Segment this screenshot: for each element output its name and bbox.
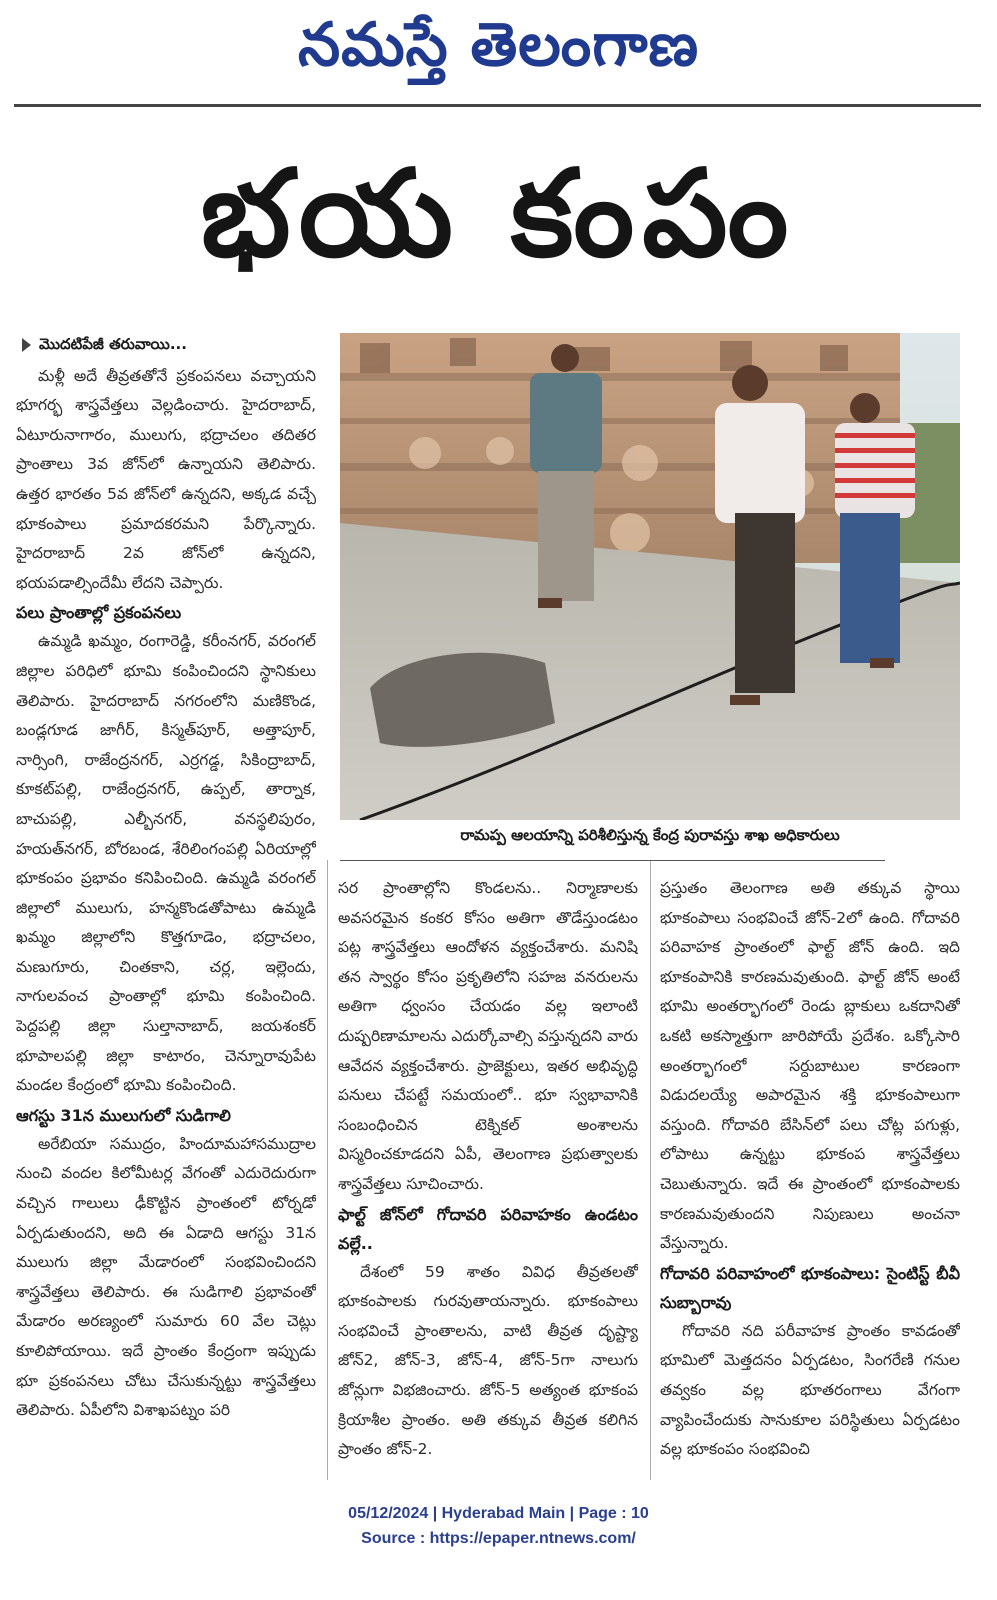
paragraph: ఉమ్మడి ఖమ్మం, రంగారెడ్డి, కరీంనగర్, వరంగల్ జిల్లాల పరిధిలో భూమి కంపించిందని స్థానికులు తెలిపారు. హైదరాబాద్ నగరంలోని మణికొండ, బండ్లగూడ జాగీర్, కిస్మత్‌పూర్, అత్తాపూర్, నార్సింగి, రాజేంద్రనగర్, ఎర్రగడ్డ, సికింద్రాబాద్, కూకట్‌పల్లి, రాజేంద్రనగర్, ఉప్పల్, తార్నాక, బాచుపల్లి, ఎల్బీనగర్, వనస్థలిపురం, హయత్‌నగర్, బోరబండ, శేరిలింగంపల్లి ఏరియాల్లో భూకంపం ప్రభావం కనిపించింది. ఉమ్మడి వరంగల్ జిల్లాలో ములుగు, హన్మకొండతోపాటు ఉమ్మడి ఖమ్మం జిల్లాలోని కొత్తగూడెం, భద్రాచలం, మణుగూరు, చింతకాని, చర్ల, ఇల్లెందు, నాగులవంచ ప్రాంతాల్లో భూమి కంపించింది. పెద్దపల్లి జిల్లా సుల్తానాబాద్, జయశంకర్ భూపాలపల్లి జిల్లా కాటారం, చెన్నూరావుపేట మండల కేంద్రంలో భూమి కంపించింది. xyxy=(16,632,316,1095)
footer-source: Source : https://epaper.ntnews.com/ xyxy=(361,1530,636,1547)
paragraph: ప్రస్తుతం తెలంగాణ అతి తక్కువ స్థాయి భూకంపాలు సంభవించే జోన్-2లో ఉంది. గోదావరి పరివాహక ప్రాంతంలో ఫాల్ట్ జోన్ ఉంది. ఇది భూకంపానికి కారణమవుతుంది. ఫాల్ట్ జోన్ అంటే భూమి అంతర్భాగంలో రెండు బ్లాకులు ఒకదానితో ఒకటి అకస్మాత్తుగా జారిపోయే ప్రదేశం. ఒక్కోసారి అంతర్భాగంలో సర్దుబాటుల కారణంగా విడుదలయ్యే అపారమైన శక్తి భూకంపాలుగా వస్తుంది. గోదావరి బేసిన్‌లో పలు చోట్ల పగుళ్లు, లోపాటు ఉన్నట్టు భూకంప శాస్త్రవేత్తలు చెబుతున్నారు. ఇదే ఈ ప్రాంతంలో భూకంపాలకు కారణమవుతుందని నిపుణులు అంచనా వేస్తున్నారు. xyxy=(660,879,960,1253)
photo-caption: రామప్ప ఆలయాన్ని పరిశీలిస్తున్న కేంద్ర పురావస్తు శాఖ అధికారులు xyxy=(460,826,840,844)
subheading: ఫాల్ట్ జోన్‌లో గోదావరి పరివాహకం ఉండటం వల్లే.. xyxy=(338,1204,638,1253)
chevron-right-icon xyxy=(22,338,31,352)
paragraph: గోదావరి నది పరీవాహక ప్రాంతం కావడంతో భూమిలో మెత్తదనం ఏర్పడటం, సింగరేణి గనుల తవ్వకం వల్ల భూతరంగాలు వేగంగా వ్యాపించేందుకు సానుకూల పరిస్థితులు ఏర్పడటం వల్ల భూకంపం సంభవించి xyxy=(660,1321,960,1459)
news-photo xyxy=(340,333,960,820)
paragraph: అరేబియా సముద్రం, హిందూమహాసముద్రాల నుంచి వందల కిలోమీటర్ల వేగంతో ఎదురెదురుగా వచ్చిన గాలులు ఢీకొట్టిన ప్రాంతంలో టోర్నడో ఏర్పడుతుందని, అది ఈ ఏడాది ఆగస్టు 31న ములుగు జిల్లా మేడారంలో సంభవించిందని శాస్త్రవేత్తలు తెలిపారు. ఈ సుడిగాలి ప్రభావంతో మేడారం అరణ్యంలో సుమారు 60 వేల చెట్లు కూలిపోయాయి. ఇదే ప్రాంతం కేంద్రంగా ఇప్పుడు భూ ప్రకంపనలు చోటు చేసుకున్నట్టు శాస్త్రవేత్తలు తెలిపారు. ఏపీలోని విశాఖపట్నం పరి xyxy=(16,1134,316,1420)
column-divider xyxy=(327,860,328,1480)
subheading: గోదావరి పరివాహంలో భూకంపాలు: సైంటిస్ట్ బీవీ సుబ్బారావు xyxy=(660,1263,960,1312)
paragraph: సర ప్రాంతాల్లోని కొండలను.. నిర్మాణాలకు అవసరమైన కంకర కోసం అతిగా తొడేస్తుండటం పట్ల శాస్త్రవేత్తలు ఆందోళన వ్యక్తంచేశారు. మనిషి తన స్వార్థం కోసం ప్రకృతిలోని సహజ వనరులను అతిగా ధ్వంసం చేయడం వల్ల ఇలాంటి దుష్పరిణామాలను ఎదుర్కోవాల్సి వస్తున్నదని వారు ఆవేదన వ్యక్తంచేశారు. ప్రాజెక్టులు, ఇతర అభివృద్ధి పనులు చేపట్టే సమయంలో.. భూ స్వభావానికి సంబంధించిన టెక్నికల్ అంశాలను విస్మరించకూడదని ఏపీ, తెలంగాణ ప్రభుత్వాలకు శాస్త్రవేత్తలు సూచించారు. xyxy=(338,879,638,1193)
subheading: పలు ప్రాంతాల్లో ప్రకంపనలు xyxy=(16,603,182,623)
temple-inspection-photo xyxy=(340,333,960,820)
caption-divider xyxy=(340,860,885,861)
masthead-divider xyxy=(14,104,981,107)
paragraph: దేశంలో 59 శాతం వివిధ తీవ్రతలతో భూకంపాలకు గురవుతాయన్నారు. భూకంపాలు సంభవించే ప్రాంతాలను, వాటి తీవ్రత దృష్ట్యా జోన్2, జోన్-3, జోన్-4, జోన్-5గా నాలుగు జోన్లుగా విభజించారు. జోన్-5 అత్యంత భూకంప క్రియాశీల ప్రాంతం. అతి తక్కువ తీవ్రత కలిగిన ప్రాంతం జోన్-2. xyxy=(338,1262,638,1459)
headline: భయ కంపం xyxy=(200,145,797,284)
column-divider xyxy=(650,860,651,1480)
article-column-1 xyxy=(16,330,316,1480)
masthead xyxy=(0,0,997,105)
footer-date-edition: 05/12/2024 | Hyderabad Main | Page : 10 xyxy=(348,1505,649,1522)
article-column-3 xyxy=(660,874,960,1474)
article-column-2 xyxy=(338,874,638,1474)
paragraph: మళ్లీ అదే తీవ్రతతోనే ప్రకంపనలు వచ్చాయని భూగర్భ శాస్త్రవేత్తలు వెల్లడించారు. హైదరాబాద్, ఏటూరునాగారం, ములుగు, భద్రాచలం తదితర ప్రాంతాలు 3వ జోన్‌లో ఉన్నాయని తెలిపారు. ఉత్తర భారతం 5వ జోన్‌లో ఉన్నదని, అక్కడ వచ్చే భూకంపాలు ప్రమాదకరమని పేర్కొన్నారు. హైదరాబాద్ 2వ జోన్‌లో ఉన్నదని, భయపడాల్సిందేమీ లేదని చెప్పారు. xyxy=(16,366,316,592)
kicker-text: మొదటిపేజీ తరువాయి... xyxy=(39,335,187,353)
newspaper-name: నమస్తే తెలంగాణ xyxy=(297,10,700,80)
continuation-kicker xyxy=(16,330,316,360)
subheading: ఆగస్టు 31న ములుగులో సుడిగాలి xyxy=(16,1105,231,1125)
